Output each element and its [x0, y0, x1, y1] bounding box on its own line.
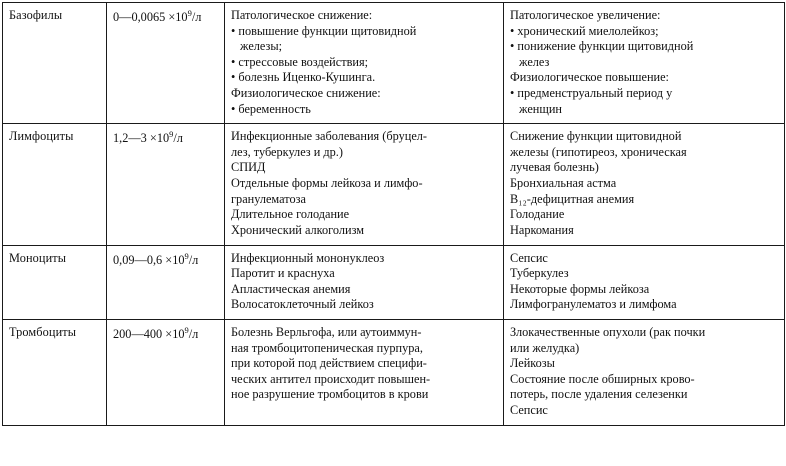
norm-unit: /л: [173, 131, 183, 146]
text-line: Апластическая анемия: [231, 281, 351, 296]
norm-power-base: 10: [156, 131, 170, 146]
text-line: лез, туберкулез и др.): [231, 144, 343, 159]
row-indicator-name: Лимфоциты: [3, 124, 107, 245]
text-line: • стрессовые воздействия;: [231, 54, 369, 69]
text-line: Туберкулез: [510, 266, 569, 281]
norm-power-exponent: 9: [184, 324, 189, 335]
text-line: Бронхиальная астма: [510, 176, 617, 191]
text-line: • повышение функции щитовидной: [231, 23, 417, 38]
text-line: железы (гипотиреоз, хроническая: [510, 144, 687, 159]
norm-number: 0,09—0,6 ×: [113, 252, 173, 267]
norm-power-base: 10: [172, 252, 185, 267]
blood-indicators-table: [2, 2, 785, 426]
text-line: при которой под действием специфи-: [231, 356, 427, 371]
norm-power-base: 10: [175, 10, 188, 25]
text-line: Отдельные формы лейкоза и лимфо-: [231, 176, 423, 191]
row-indicator-name: Моноциты: [3, 245, 107, 319]
text-line: Лимфогранулематоз и лимфома: [510, 297, 677, 312]
text-line: • понижение функции щитовидной: [510, 39, 694, 54]
row-indicator-name: Тромбоциты: [3, 319, 107, 425]
document-page: [0, 2, 786, 466]
text-line: Паротит и краснуха: [231, 266, 335, 281]
text-line: железы;: [240, 39, 283, 54]
text-line: Сепсис: [510, 403, 548, 418]
text-line: • беременность: [231, 101, 311, 116]
text-line: Инфекционные заболевания (бруцел-: [231, 129, 428, 144]
norm-unit: /л: [191, 10, 202, 25]
text-line: ная тромбоцитопеническая пурпура,: [231, 340, 423, 355]
row-norm-value: [107, 245, 225, 319]
norm-power-exponent: 9: [184, 250, 189, 261]
norm-unit: /л: [188, 327, 199, 342]
table-row: [3, 245, 785, 319]
norm-number: 0—0,0065 ×: [113, 10, 176, 25]
text-line: ное разрушение тромбоцитов в крови: [231, 387, 429, 402]
row-norm-value: [107, 3, 225, 124]
norm-unit: /л: [188, 252, 199, 267]
text-line: желез: [519, 54, 550, 69]
text-line: Состояние после обширных крово-: [510, 371, 695, 386]
norm-power-exponent: 9: [187, 8, 192, 18]
norm-power-base: 10: [172, 327, 185, 342]
text-line: Наркомания: [510, 222, 574, 237]
text-line: гранулематоза: [231, 191, 306, 206]
norm-power-exponent: 9: [169, 129, 174, 140]
text-line: • предменструальный период у: [510, 86, 673, 101]
row-increase-cell: [504, 3, 785, 124]
text-line: Болезнь Верльгофа, или аутоиммун-: [231, 324, 422, 339]
row-decrease-cell: [225, 3, 504, 124]
text-line: Волосатоклеточный лейкоз: [231, 297, 374, 312]
row-increase-cell: [504, 245, 785, 319]
table-body: [3, 3, 785, 426]
text-line: Хронический алкоголизм: [231, 222, 365, 237]
text-line: Снижение функции щитовидной: [510, 129, 682, 144]
norm-number: 1,2—3 ×: [113, 131, 157, 146]
row-decrease-cell: [225, 124, 504, 245]
text-line: Патологическое увеличение:: [510, 8, 661, 22]
table-row: [3, 3, 785, 124]
table-row: [3, 124, 785, 245]
text-line: B₁₂-дефицитная анемия: [510, 191, 635, 206]
text-line: Злокачественные опухоли (рак почки: [510, 324, 706, 339]
row-decrease-cell: [225, 319, 504, 425]
row-increase-cell: [504, 124, 785, 245]
row-decrease-cell: [225, 245, 504, 319]
row-norm-value: [107, 124, 225, 245]
text-line: или желудка): [510, 340, 580, 355]
text-line: Физиологическое повышение:: [510, 70, 669, 85]
row-increase-cell: [504, 319, 785, 425]
table-row: [3, 319, 785, 425]
text-line: лучевая болезнь): [510, 160, 599, 175]
text-line: Лейкозы: [510, 356, 555, 371]
norm-number: 200—400 ×: [113, 327, 173, 342]
row-indicator-name: Базофилы: [3, 3, 107, 124]
text-line: Длительное голодание: [231, 207, 350, 222]
row-norm-value: [107, 319, 225, 425]
text-line: Некоторые формы лейкоза: [510, 281, 650, 296]
text-line: СПИД: [231, 160, 266, 175]
text-line: • хронический миелолейкоз;: [510, 23, 659, 38]
text-line: Физиологическое снижение:: [231, 86, 381, 101]
text-line: Голодание: [510, 207, 565, 222]
text-line: женщин: [519, 101, 563, 116]
text-line: Инфекционный мононуклеоз: [231, 250, 385, 265]
text-line: Патологическое снижение:: [231, 8, 373, 22]
text-line: Сепсис: [510, 250, 548, 265]
text-line: ческих антител происходит повышен-: [231, 371, 431, 386]
text-line: потерь, после удаления селезенки: [510, 387, 688, 402]
text-line: • болезнь Иценко-Кушинга.: [231, 70, 376, 85]
